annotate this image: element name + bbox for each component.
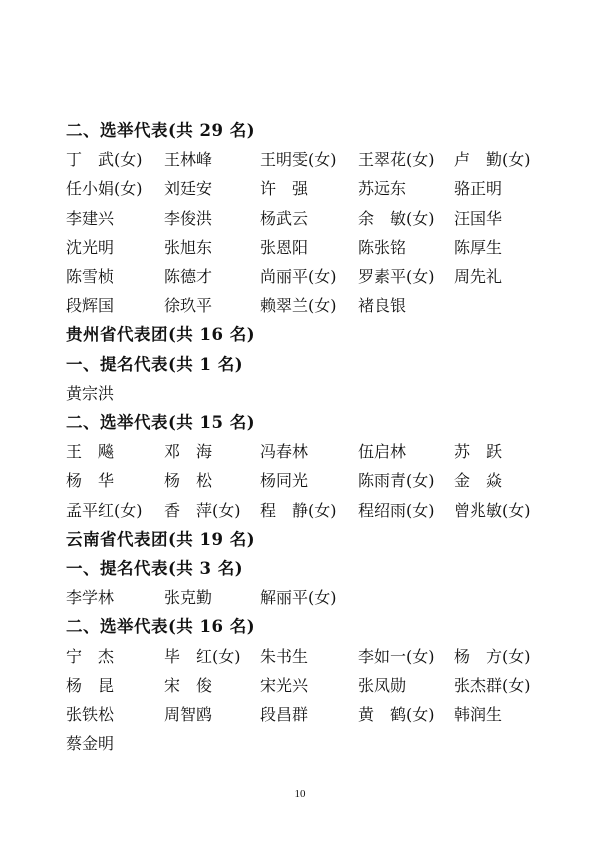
delegate-name: 杨 昆 — [66, 675, 115, 695]
delegate-name: 宋 俊 — [164, 675, 213, 695]
delegate-name: 陈雨青(女) — [358, 471, 435, 491]
delegate-name: 任小娟(女) — [66, 179, 143, 199]
delegate-name: 曾兆敏(女) — [454, 500, 531, 520]
section-heading: 二、选举代表(共 16 名) — [66, 617, 256, 637]
delegate-name: 周先礼 — [454, 267, 503, 286]
delegate-name: 程 静(女) — [260, 500, 337, 520]
delegate-name: 赖翠兰(女) — [260, 296, 337, 316]
delegate-name: 张克勤 — [164, 588, 213, 608]
delegate-name: 王林峰 — [164, 150, 213, 170]
delegate-name: 段昌群 — [260, 705, 309, 724]
page-number: 10 — [294, 788, 306, 800]
delegate-name: 张铁松 — [66, 705, 115, 724]
delegate-name: 陈雪桢 — [66, 267, 115, 286]
delegate-name: 黄 鹤(女) — [358, 705, 435, 724]
delegate-name: 陈张铭 — [358, 237, 407, 257]
delegate-name: 王翠花(女) — [358, 150, 435, 170]
delegate-name: 香 萍(女) — [164, 500, 241, 520]
delegate-name: 毕 红(女) — [164, 646, 241, 666]
delegate-name: 李建兴 — [66, 208, 115, 228]
section-heading: 一、提名代表(共 1 名) — [66, 354, 244, 374]
section-heading: 云南省代表团(共 19 名) — [66, 529, 256, 549]
delegate-name: 宁 杰 — [66, 646, 115, 666]
delegate-name: 李如一(女) — [358, 646, 435, 666]
delegate-name: 杨 华 — [66, 471, 115, 491]
delegate-name: 苏 跃 — [454, 442, 503, 462]
delegate-name: 张凤勋 — [358, 675, 407, 695]
delegate-name: 杨武云 — [260, 208, 309, 228]
delegate-name: 张旭东 — [164, 237, 213, 257]
delegate-name: 宋光兴 — [260, 675, 309, 695]
delegate-name: 罗素平(女) — [358, 267, 435, 286]
delegate-name: 尚丽平(女) — [260, 267, 337, 286]
delegate-name: 徐玖平 — [164, 296, 213, 316]
delegate-name: 段辉国 — [66, 296, 115, 316]
delegate-name: 苏远东 — [358, 179, 407, 199]
delegate-name: 褚良银 — [358, 296, 407, 316]
delegate-name: 韩润生 — [454, 705, 503, 724]
delegate-name: 陈厚生 — [454, 237, 503, 257]
section-heading: 二、选举代表(共 15 名) — [66, 413, 256, 432]
delegate-name: 解丽平(女) — [260, 588, 337, 608]
delegate-name: 孟平红(女) — [66, 500, 143, 520]
delegate-name: 伍启林 — [358, 442, 407, 462]
section-heading: 贵州省代表团(共 16 名) — [66, 325, 256, 345]
delegate-name: 余 敏(女) — [358, 208, 435, 228]
delegate-name: 周智鸥 — [164, 705, 213, 724]
delegate-name: 冯春林 — [260, 442, 309, 462]
delegate-name: 王 飚 — [66, 442, 115, 462]
section-heading: 一、提名代表(共 3 名) — [66, 559, 244, 578]
delegate-name: 杨 方(女) — [454, 646, 531, 666]
delegate-name: 李俊洪 — [164, 208, 213, 228]
delegate-name: 张恩阳 — [260, 237, 309, 257]
delegate-name: 朱书生 — [260, 646, 309, 666]
delegate-name: 张杰群(女) — [454, 675, 531, 695]
section-heading: 二、选举代表(共 29 名) — [66, 121, 256, 140]
delegate-name: 金 焱 — [454, 471, 503, 491]
delegate-name: 邓 海 — [164, 442, 213, 462]
delegate-name: 骆正明 — [454, 179, 503, 199]
delegate-name: 沈光明 — [66, 237, 115, 257]
delegate-name: 程绍雨(女) — [358, 500, 435, 520]
delegate-name: 李学林 — [66, 588, 115, 608]
delegate-name: 许 强 — [260, 179, 309, 199]
delegate-name: 刘廷安 — [164, 179, 213, 199]
delegate-name: 汪国华 — [454, 208, 503, 228]
delegate-name: 丁 武(女) — [66, 150, 143, 170]
delegate-name: 杨同光 — [260, 471, 309, 491]
delegate-name: 陈德才 — [164, 267, 213, 286]
delegate-name: 杨 松 — [164, 471, 213, 491]
delegate-name: 蔡金明 — [66, 734, 115, 754]
delegate-name: 卢 勤(女) — [454, 150, 531, 170]
delegate-name: 黄宗洪 — [66, 383, 115, 403]
delegate-name: 王明雯(女) — [260, 150, 337, 170]
